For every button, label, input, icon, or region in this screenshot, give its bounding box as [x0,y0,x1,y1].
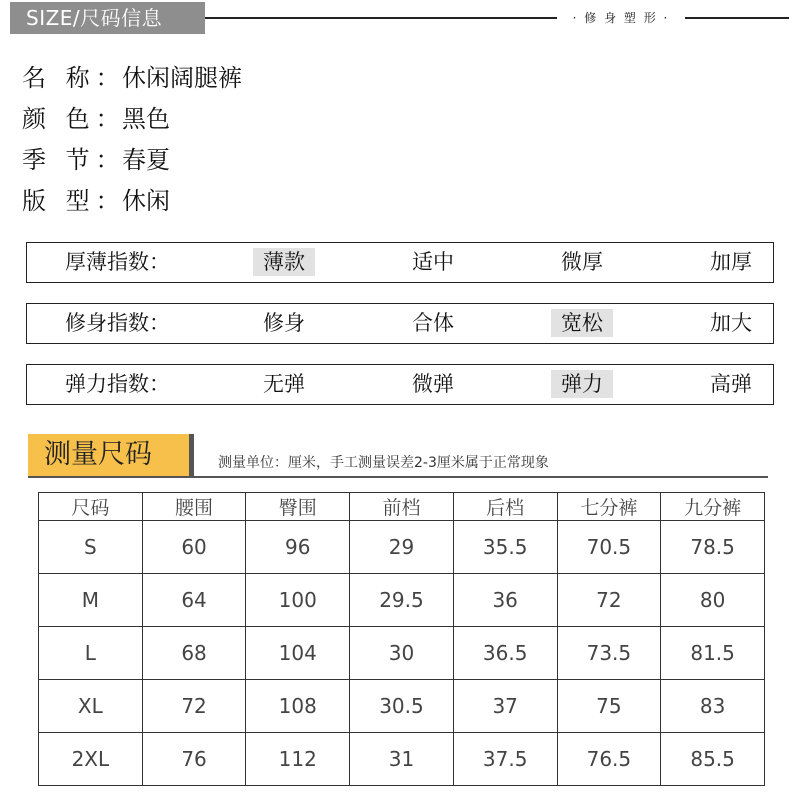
table-cell: S [39,521,143,574]
table-cell: 35.5 [453,521,557,574]
index-option: 弹力 [542,365,622,403]
column-header: 腰围 [142,493,246,521]
table-cell: 60 [142,521,246,574]
table-cell: 108 [246,680,350,733]
table-row [39,574,765,627]
info-label: 颜 色： [22,105,126,133]
measure-note: 测量单位：厘米，手工测量误差2-3厘米属于正常现象 [218,455,549,471]
index-label: 厚薄指数： [65,250,170,274]
table-cell: M [39,574,143,627]
header-tagline: · 修 身 塑 形 · [572,11,670,25]
index-option: 加大 [710,311,752,335]
info-value: 黑色 [122,105,170,133]
table-cell: 37.5 [453,733,557,786]
column-header: 前档 [350,493,454,521]
column-header: 臀围 [246,493,350,521]
column-header: 七分裤 [557,493,661,521]
table-cell: 70.5 [557,521,661,574]
column-header: 尺码 [39,493,143,521]
index-option: 薄款 [244,243,324,281]
index-option: 微厚 [561,250,603,274]
table-cell: 96 [246,521,350,574]
table-row [39,627,765,680]
index-option: 高弹 [710,372,752,396]
table-cell: 76 [142,733,246,786]
table-cell: 75 [557,680,661,733]
table-cell: 80 [661,574,765,627]
table-cell: 76.5 [557,733,661,786]
index-option: 宽松 [542,304,622,342]
thickness-index-box [26,242,774,283]
table-cell: 83 [661,680,765,733]
column-header: 九分裤 [661,493,765,521]
table-cell: 30.5 [350,680,454,733]
table-cell: 37 [453,680,557,733]
info-label: 季 节： [22,146,126,174]
index-option: 修身 [263,311,305,335]
info-row-season [22,140,242,181]
table-cell: 36 [453,574,557,627]
table-header-row [39,493,765,521]
table-cell: 30 [350,627,454,680]
table-cell: 78.5 [661,521,765,574]
index-option: 合体 [412,311,454,335]
index-option: 微弹 [412,372,454,396]
table-cell: 104 [246,627,350,680]
product-info-list [22,58,242,222]
table-row [39,680,765,733]
table-cell: 72 [557,574,661,627]
table-row [39,733,765,786]
table-cell: 68 [142,627,246,680]
index-option: 适中 [412,250,454,274]
table-row [39,521,765,574]
table-cell: 36.5 [453,627,557,680]
table-cell: 81.5 [661,627,765,680]
index-label: 修身指数： [65,311,170,335]
table-cell: 2XL [39,733,143,786]
table-cell: XL [39,680,143,733]
table-cell: 31 [350,733,454,786]
table-cell: 85.5 [661,733,765,786]
info-value: 休闲 [122,187,170,215]
table-cell: 29.5 [350,574,454,627]
measure-divider [28,476,768,478]
index-option: 无弹 [263,372,305,396]
table-cell: 73.5 [557,627,661,680]
header-divider-right [685,17,789,19]
stretch-index-box [26,364,774,405]
measure-section-title: 测量尺码 [28,434,194,476]
table-cell: 64 [142,574,246,627]
table-cell: L [39,627,143,680]
size-table [38,492,765,786]
table-cell: 112 [246,733,350,786]
section-title-size-info: SIZE/尺码信息 [10,2,205,34]
index-option: 加厚 [710,250,752,274]
index-label: 弹力指数： [65,372,170,396]
header-divider [205,17,557,19]
info-value: 休闲阔腿裤 [122,64,242,92]
info-row-fit [22,181,242,222]
column-header: 后档 [453,493,557,521]
table-cell: 100 [246,574,350,627]
table-cell: 29 [350,521,454,574]
info-value: 春夏 [122,146,170,174]
table-cell: 72 [142,680,246,733]
info-row-color [22,99,242,140]
info-label: 名 称： [22,64,126,92]
fit-index-box [26,303,774,344]
info-row-name [22,58,242,99]
info-label: 版 型： [22,187,126,215]
